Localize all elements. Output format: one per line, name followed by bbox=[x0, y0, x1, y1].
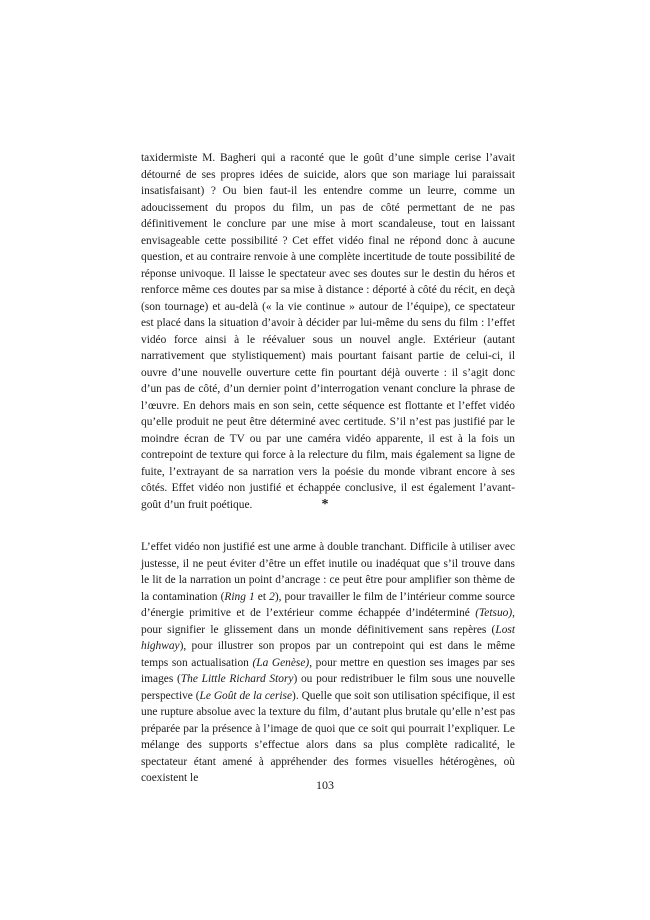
film-title-lost-highway: Lost highway bbox=[141, 623, 515, 652]
film-title-ring-2: 2 bbox=[269, 590, 275, 603]
paragraph-continued bbox=[141, 150, 515, 513]
page-number: 103 bbox=[316, 778, 334, 792]
film-title-little-richard: The Little Richard Story bbox=[180, 673, 294, 685]
text-run: , pour signifier le glissement dans un monde définitivement sans repères ( bbox=[141, 607, 515, 636]
film-title-la-genese: (La Genèse) bbox=[252, 656, 310, 669]
text-run: et bbox=[254, 590, 270, 603]
paragraph-2 bbox=[141, 539, 515, 787]
section-separator: * bbox=[321, 497, 329, 512]
text-run: ). Quelle que soit son utilisation spécifique, il est une rupture absolue avec la texture du film, d’autant plus brutale qu’elle n’est pas préparée par la présence à l’image de quoi que ce soit qui pourrait l’expliquer. Le mélange des supports s’effectue alors dans sa plus complète radicalité, le spectateur étant amené à appréhender des formes visuelles hétérogènes, où coexistent le bbox=[141, 689, 515, 784]
film-title-ring: Ring 1 bbox=[224, 590, 255, 603]
film-title-gout-cerise: Le Goût de la cerise bbox=[199, 689, 293, 702]
text-run: ), pour illustrer son propos par un contrepoint qui est dans le même temps son actualisation bbox=[141, 640, 515, 669]
film-title-tetsuo: (Tetsuo) bbox=[475, 607, 513, 619]
paragraph-2-text bbox=[141, 539, 515, 787]
text-run: L’effet vidéo non justifié est une arme à double tranchant. Difficile à utiliser avec justesse, il ne peut éviter d’être un effet inutile ou inadéquat que s’il trouve dans le lit de la narration un point d’ancrage : ce peut être pour amplifier son thème de la contamination ( bbox=[141, 541, 515, 603]
text-run: , pour mettre en question ses images par ses images ( bbox=[141, 656, 515, 685]
paragraph-1-text: taxidermiste M. Bagheri qui a raconté que le goût d’une simple cerise l’avait détourné de ses propres idées de suicide, alors que son mariage lui paraissait insatisfaisant) ? Ou bien faut-il les entendre comme un leurre, comme un adoucissement du propos du film, un pas de côté permettant de ne pas définitivement le conclure par une mise à mort scandaleuse, tout en laissant envisageable cette possibilité ? Cet effet vidéo final ne répond donc à aucune question, et au contraire renvoie à une complète incertitude de toute possibilité de réponse univoque. Il laisse le spectateur avec ses doutes sur le destin du héros et renforce même ces doutes par sa mise à distance : déporté à côté du récit, en deçà (son tournage) et au-delà (« la vie continue » autour de l’équipe), ce spectateur est placé dans la situation d’avoir à décider par lui-même du sens du film : l’effet vidéo force ainsi à le réévaluer sous un nouvel angle. Extérieur (autant narrativement que stylistiquement) mais pourtant faisant partie de celui-ci, il ouvre d’une nouvelle ouverture cette fin pourtant déjà ouverte : il s’agit donc d’un pas de côté, d’un dernier point d’interrogation venant conclure la phrase de l’œuvre. En dehors mais en son sein, cette séquence est flottante et l’effet vidéo qu’elle produit ne peut être déterminé avec certitude. S’il n’est pas justifié par le moindre écran de TV ou par une caméra vidéo apparente, il est à la fois un contrepoint de texture qui force à la relecture du film, mais également sa ligne de fuite, l’extrayant de sa narration vers la poésie du monde vibrant encore à ses côtés. Effet vidéo non justifié et échappée conclusive, il est également l’avant-goût d’un fruit poétique. bbox=[141, 152, 515, 511]
text-run: ), pour travailler le film de l’intérieur comme source d’énergie primitive et de l’extérieur comme échappée d’indéterminé bbox=[141, 590, 515, 619]
text-run: ) ou pour redistribuer le film sous une nouvelle perspective ( bbox=[141, 673, 516, 702]
